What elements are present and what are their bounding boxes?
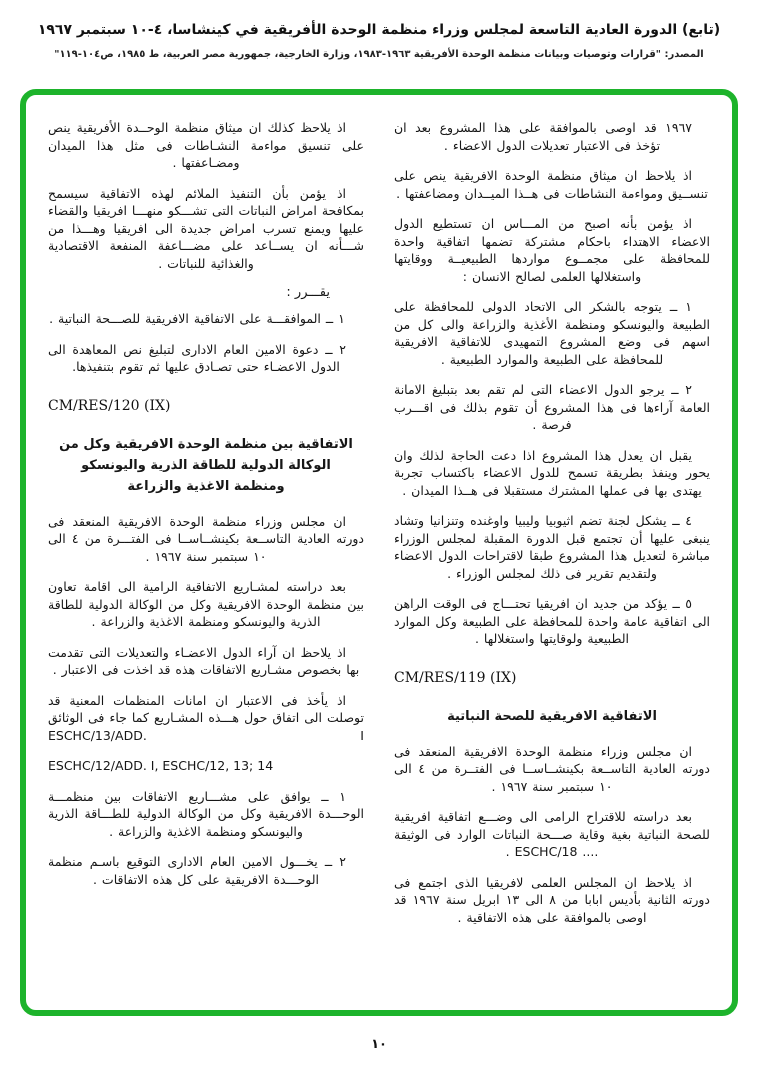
- section-heading-line: ومنظمة الاغذية والزراعة: [127, 478, 285, 494]
- paragraph: اذ يلاحظ كذلك ان ميثاق منظمة الوحــدة الأفريقية ينص على تنسيق مواءمة النشـاطات فى مثل هذا الميدان ومضـاعفتها .: [48, 120, 364, 170]
- paragraph: بعد دراسته للاقتراح الرامى الى وضـــع اتفاقية افريقية للصحة النباتية بغية وقاية صـــحة النباتات الوارد فى الوثيقة .... ESCHC/18 .: [394, 809, 710, 859]
- numbered-paragraph: ١ ــ يتوجه بالشكر الى الاتحاد الدولى للمحافظة على الطبيعة واليونسكو ومنظمة الأغذية والزراعة والى كل من اسهم فى وضع المشروع التمهيدى للاتفاقية الافريقية للمحافظة على الطبيعة والموارد الطبيعية .: [394, 299, 710, 367]
- paragraph: يقبل ان يعدل هذا المشروع اذا دعت الحاجة لذلك وان يحور وينفذ بطريقة تسمح للدول الاعضاء باكتساب تجربة يهتدى بها فى عملها المشترك مستقبلا فى هــذا الميدان .: [394, 447, 710, 498]
- document-reference-line: ESCHC/12/ADD. I, ESCHC/12, 13; 14: [48, 758, 274, 773]
- page-header-title: (تابع) الدورة العادية التاسعة لمجلس وزراء منظمة الوحدة الأفريقية في كينشاسا، ٤-١٠ سبتمبر ١٩٦٧: [37, 22, 721, 38]
- paragraph: ان مجلس وزراء منظمة الوحدة الافريقية المنعقد فى دورته العادية التاســعة بكينشــاســا فى الفتـــرة من ٤ الى ١٠ سبتمبر سنة ١٩٦٧ .: [48, 513, 364, 564]
- column-left: [48, 119, 364, 994]
- numbered-paragraph: ١ ــ يوافق على مشـــاريع الاتفاقات بين منظمـــة الوحـــدة الافريقية وكل من الوكالة الدولية للطـــاقة الذرية واليونسكو ومنظمة الاغذية والزراعة .: [48, 788, 364, 839]
- paragraph: اذ يلاحظ ان المجلس العلمى لافريقيا الذى اجتمع فى دورته الثانية بأديس ابابا من ٨ الى ١٣ ابريل سنة ١٩٦٧ قد اوصى بالموافقة على هذه الاتفاقية .: [394, 874, 710, 925]
- page-header: [0, 22, 758, 60]
- resolution-code: CM/RES/119 (IX): [394, 669, 517, 686]
- numbered-paragraph: ٢ ــ يرجو الدول الاعضاء التى لم تقم بعد بتبليغ الامانة العامة آراءها فى هذا المشروع أن تقوم بذلك فى اقـــرب فرصة .: [394, 382, 710, 432]
- page-header-source: المصدر: "قرارات وتوصيات وبيانات منظمة الوحدة الأفريقية ١٩٦٣-١٩٨٣، وزارة الخارجية، جمهورية مصر العربية، ط ١٩٨٥، ص١٠٤-١١٩": [54, 49, 704, 60]
- page-number: ١٠: [371, 1037, 387, 1052]
- numbered-paragraph: ١ ــ الموافقـــة على الاتفاقية الافريقية للصـــحة النباتية .: [49, 311, 345, 326]
- two-column-layout: [48, 119, 710, 994]
- section-heading-line: الاتفاقية بين منظمة الوحدة الافريقية وكل من: [59, 436, 353, 452]
- numbered-paragraph: ٢ ــ يخـــول الامين العام الادارى التوقيع باسـم منظمة الوحـــدة الافريقية على كل هذه الاتفاقات .: [48, 854, 346, 887]
- paragraph: اذ يلاحظ ان آراء الدول الاعضـاء والتعديلات التى تقدمت بها بخصوص مشـاريع الاتفاقات هذه قد اخذت فى الاعتبار .: [48, 644, 360, 677]
- paragraph: اذ يؤمن بأنه اصبح من المـــاس ان تستطيع الدول الاعضاء الاهتداء باحكام مشتركة تضمها اتفاقية واحدة للمحافظة على مجمــوع مواردها الطبيعيــة ووقايتها واستغلالها العلمى لصالح الانسان :: [394, 216, 710, 284]
- paragraph: ان مجلس وزراء منظمة الوحدة الافريقية المنعقد فى دورته العادية التاســعة بكينشــاســا فى الفتــرة من ٤ الى ١٠ سبتمبر سنة ١٩٦٧ .: [394, 743, 710, 794]
- decree-word: يقـــرر :: [286, 285, 330, 300]
- content-frame: [20, 89, 738, 1016]
- resolution-code: CM/RES/120 (IX): [48, 397, 171, 414]
- section-heading: الاتفاقية الافريقية للصحة النباتية: [447, 708, 657, 724]
- paragraph: اذ يلاحظ ان ميثاق منظمة الوحدة الافريقية ينص على تنســيق ومواءمة النشاطات فى هــذا الميــدان ومضاعفتها .: [394, 168, 708, 201]
- section-heading: [48, 434, 364, 497]
- numbered-paragraph: ٢ ــ دعوة الامين العام الادارى لتبليغ نص المعاهدة الى الدول الاعضـاء حتى تصـادق عليها ثم تقوم بتنفيذها.: [48, 341, 346, 374]
- paragraph: ١٩٦٧ قد اوصى بالموافقة على هذا المشروع بعد ان تؤخذ فى الاعتبار تعديلات الدول الاعضاء .: [394, 120, 692, 153]
- paragraph-with-document-reference: اذ يأخذ فى الاعتبار ان امانات المنظمات المعنية قد توصلت الى اتفاق حول هـــذه المشـاريع كما جاء فى الوثائق ESCHC/13/ADD. I: [48, 692, 364, 743]
- paragraph: اذ يؤمن بأن التنفيذ الملائم لهذه الاتفاقية سيسمح بمكافحة امراض النباتات التى تشـــكو منهـــا افريقيا والقضاء عليها ويمنع تسرب امراض جديدة الى افريقيا وهـــذا من شـــأنه ان يســاعد على مضـــاعفة المنفعة الاقتصادية والغذائية للنباتات .: [48, 185, 364, 271]
- numbered-paragraph: ٤ ــ يشكل لجنة تضم اثيوبيا وليبيا واوغنده وتنزانيا وتشاد ينبغى عليها أن تجتمع قبل الدورة المقبلة لمجلس الوزراء مباشرة لتعديل هذا المشروع طبقا لاقتراحات الدول الاعضاء ولتقديم تقرير فى ذلك لمجلس الوزراء .: [394, 513, 710, 581]
- paragraph: بعد دراسته لمشـاريع الاتفاقية الرامية الى اقامة تعاون بين منظمة الوحدة الافريقية وكل من الوكالة الدولية للطاقة الذرية واليونسكو ومنظمة الاغذية والزراعة .: [48, 579, 364, 629]
- column-right: [394, 119, 710, 994]
- section-heading-line: الوكالة الدولية للطاقة الذرية واليونسكو: [81, 457, 331, 473]
- numbered-paragraph: ٥ ــ يؤكد من جديد ان افريقيا تحتـــاج فى الوقت الراهن الى اتفاقية عامة واحدة للمحافظة على الطبيعة وكل الموارد الطبيعية ولوقايتها واستغلالها .: [394, 596, 710, 646]
